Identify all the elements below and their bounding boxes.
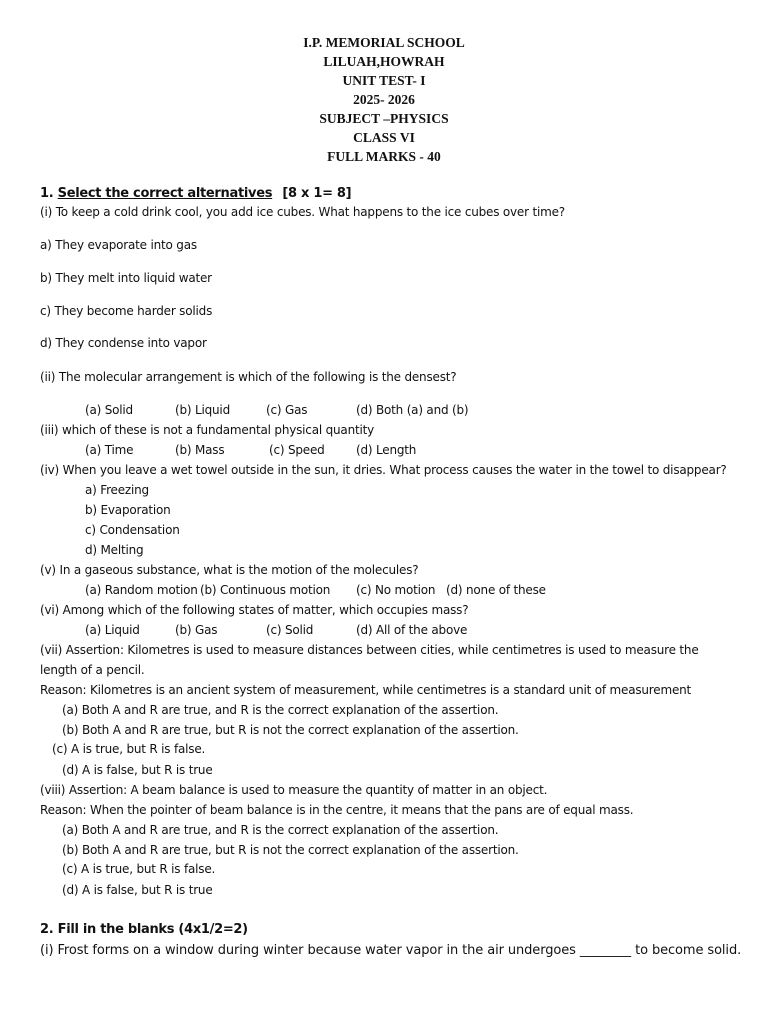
- question-1-option-a: a) They evaporate into gas: [40, 238, 197, 252]
- question-8-option-c: (c) A is true, but R is false.: [62, 862, 216, 876]
- question-6-text: (vi) Among which of the following states of matter, which occupies mass?: [40, 603, 469, 617]
- question-2-option-b: (b) Liquid: [175, 403, 230, 417]
- question-8-option-b: (b) Both A and R are true, but R is not the correct explanation of the assertion.: [62, 843, 519, 857]
- question-5-option-b: (b) Continuous motion: [200, 583, 331, 597]
- test-name: UNIT TEST- I: [342, 73, 426, 88]
- academic-year: 2025- 2026: [353, 92, 415, 107]
- question-8-reason: Reason: When the pointer of beam balance is in the centre, it means that the pans are of equal mass.: [40, 803, 634, 817]
- question-5-option-d: (d) none of these: [446, 583, 546, 597]
- class-label: CLASS VI: [353, 130, 415, 145]
- question-7-option-a: (a) Both A and R are true, and R is the correct explanation of the assertion.: [62, 703, 499, 717]
- school-location: LILUAH,HOWRAH: [323, 54, 445, 69]
- question-3-option-d: (d) Length: [356, 443, 417, 457]
- question-1-option-c: c) They become harder solids: [40, 304, 213, 318]
- question-7-reason: Reason: Kilometres is an ancient system of measurement, while centimetres is a standard unit of measurement: [40, 683, 692, 697]
- subject: SUBJECT –PHYSICS: [319, 111, 449, 126]
- question-5-option-a: (a) Random motion: [85, 583, 198, 597]
- question-2-option-c: (c) Gas: [266, 403, 308, 417]
- question-2-option-d: (d) Both (a) and (b): [356, 403, 469, 417]
- question-5-text: (v) In a gaseous substance, what is the motion of the molecules?: [40, 563, 419, 577]
- question-6-option-a: (a) Liquid: [85, 623, 140, 637]
- question-2-option-a: (a) Solid: [85, 403, 133, 417]
- section-1-marks: [8 x 1= 8]: [282, 186, 352, 201]
- section-1-heading: [40, 186, 351, 201]
- question-7-option-d: (d) A is false, but R is true: [62, 763, 213, 777]
- question-4-option-a: a) Freezing: [85, 483, 149, 497]
- question-8-option-d: (d) A is false, but R is true: [62, 883, 213, 897]
- question-3-text: (iii) which of these is not a fundamental physical quantity: [40, 423, 375, 437]
- question-6-option-b: (b) Gas: [175, 623, 218, 637]
- school-name: I.P. MEMORIAL SCHOOL: [303, 35, 465, 50]
- full-marks: FULL MARKS - 40: [327, 149, 441, 164]
- question-4-option-d: d) Melting: [85, 543, 144, 557]
- question-2-text: (ii) The molecular arrangement is which of the following is the densest?: [40, 370, 457, 384]
- question-5-option-c: (c) No motion: [356, 583, 436, 597]
- question-6-option-d: (d) All of the above: [356, 623, 468, 637]
- question-3-option-c: (c) Speed: [269, 443, 325, 457]
- question-6-option-c: (c) Solid: [266, 623, 314, 637]
- fill-blank-1: (i) Frost forms on a window during winter because water vapor in the air undergoes ________ to become solid.: [40, 943, 742, 958]
- question-4-text: (iv) When you leave a wet towel outside in the sun, it dries. What process causes the water in the towel to disappear?: [40, 463, 727, 477]
- question-4-option-c: c) Condensation: [85, 523, 180, 537]
- question-7-option-c: (c) A is true, but R is false.: [52, 742, 206, 756]
- question-4-option-b: b) Evaporation: [85, 503, 171, 517]
- question-3-option-b: (b) Mass: [175, 443, 225, 457]
- section-1-number: 1.: [40, 186, 54, 201]
- section-2-heading: 2. Fill in the blanks (4x1/2=2): [40, 922, 248, 937]
- question-8-option-a: (a) Both A and R are true, and R is the correct explanation of the assertion.: [62, 823, 499, 837]
- question-7-option-b: (b) Both A and R are true, but R is not the correct explanation of the assertion.: [62, 723, 519, 737]
- section-1-title: Select the correct alternatives: [57, 186, 273, 201]
- question-3-option-a: (a) Time: [85, 443, 134, 457]
- question-7-assertion: (vii) Assertion: Kilometres is used to measure distances between cities, while centimetres is used to measure the length of a pencil.: [40, 643, 699, 677]
- question-1-option-b: b) They melt into liquid water: [40, 271, 212, 285]
- question-8-assertion: (viii) Assertion: A beam balance is used to measure the quantity of matter in an object.: [40, 783, 548, 797]
- question-1-option-d: d) They condense into vapor: [40, 336, 207, 350]
- question-1-text: (i) To keep a cold drink cool, you add ice cubes. What happens to the ice cubes over time?: [40, 205, 565, 219]
